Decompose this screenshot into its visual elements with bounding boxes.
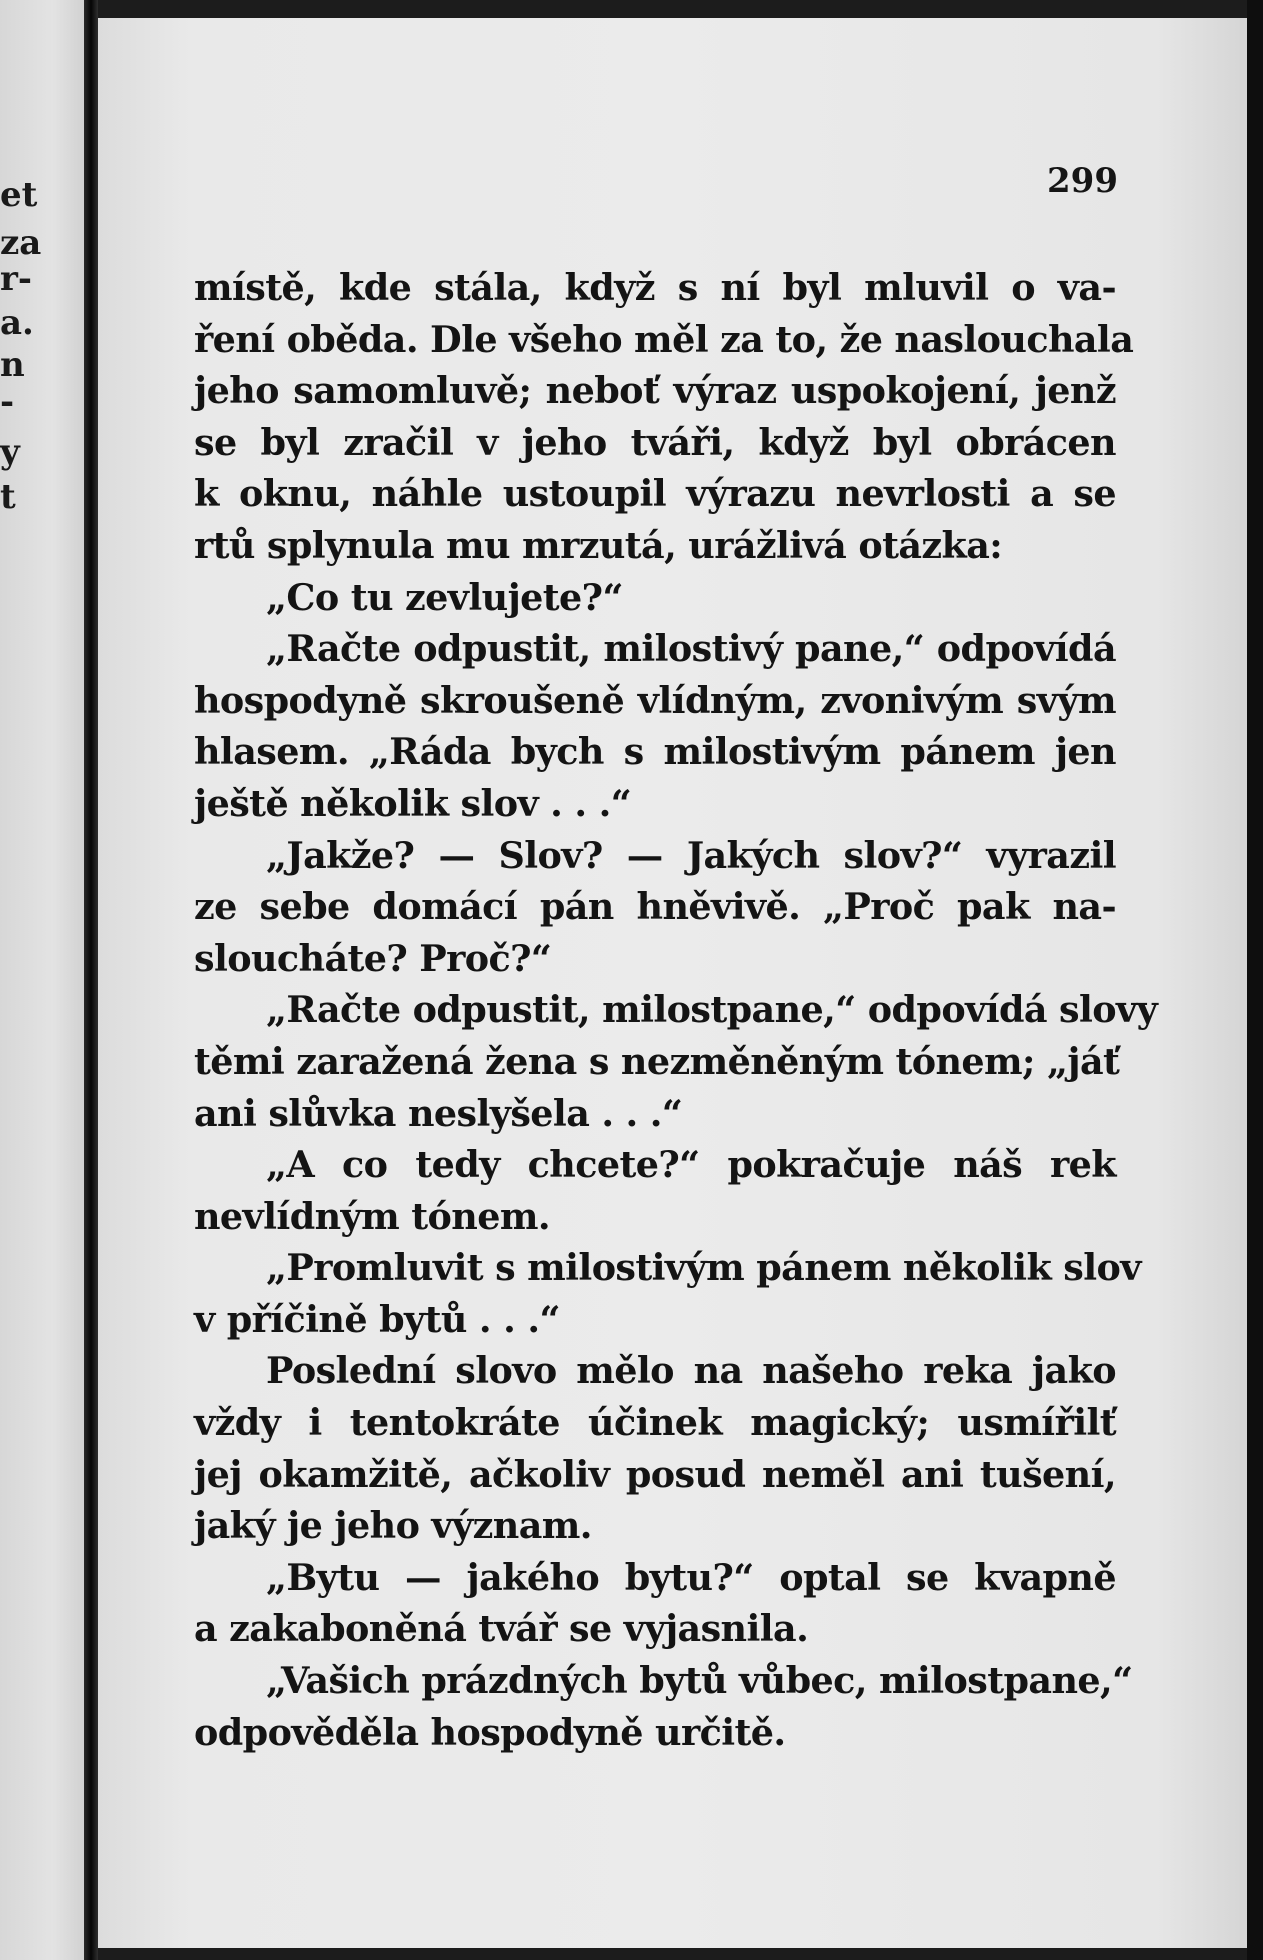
text-line: ze sebe domácí pán hněvivě. „Proč pak na- [194,885,1116,929]
text-line: jaký je jeho význam. [194,1504,592,1548]
text-line: hospodyně skroušeně vlídným, zvonivým svým [194,678,1116,722]
prev-page-fragment: n [0,345,25,385]
prev-page-fragment: t [0,477,16,517]
text-line: nevlídným tónem. [194,1194,550,1238]
text-line: „Vašich prázdných bytů vůbec, milostpane,“ [266,1659,1133,1703]
text-line: k oknu, náhle ustoupil výrazu nevrlosti a se [194,472,1116,516]
text-line: ani slůvka neslyšela . . .“ [194,1091,683,1135]
text-line: „Promluvit s milostivým pánem několik slov [266,1246,1141,1290]
scan-right-edge [1247,0,1263,1960]
text-line: „Co tu zevlujete?“ [266,575,623,619]
book-gutter [84,0,98,1960]
prev-page-fragment: r- [0,259,33,299]
text-line: odpověděla hospodyně určitě. [194,1710,786,1754]
prev-page-fragment: za [0,223,42,263]
text-line: „A co tedy chcete?“ pokračuje náš rek [266,1143,1116,1187]
text-line: Poslední slovo mělo na našeho reka jako [266,1349,1116,1393]
text-line: těmi zaražená žena s nezměněným tónem; „jáť [194,1039,1120,1083]
prev-page-fragment: - [0,382,15,422]
body-text [194,262,1158,1758]
page-number: 299 [1047,161,1118,201]
text-line: rtů splynula mu mrzutá, urážlivá otázka: [194,523,1003,567]
previous-page-edge [0,0,88,1960]
text-line: sloucháte? Proč?“ [194,936,552,980]
prev-page-fragment: a. [0,303,34,343]
text-line: a zakaboněná tvář se vyjasnila. [194,1607,809,1651]
text-line: v příčině bytů . . .“ [194,1297,560,1341]
text-line: „Bytu — jakého bytu?“ optal se kvapně [266,1555,1116,1599]
text-line: „Račte odpustit, milostpane,“ odpovídá slovy [266,988,1158,1032]
text-line: jeho samomluvě; neboť výraz uspokojení, jenž [194,369,1116,413]
book-page [98,18,1248,1948]
text-line: hlasem. „Ráda bych s milostivým pánem jen [194,730,1116,774]
text-line: „Jakže? — Slov? — Jakých slov?“ vyrazil [266,833,1116,877]
text-line: „Račte odpustit, milostivý pane,“ odpovídá [266,627,1116,671]
prev-page-fragment: et [0,175,38,215]
prev-page-fragment: y [0,432,20,472]
text-line: se byl zračil v jeho tváři, když byl obrácen [194,420,1116,464]
text-line: ření oběda. Dle všeho měl za to, že naslouchala [194,317,1134,361]
text-line: jej okamžitě, ačkoliv posud neměl ani tušení, [194,1452,1116,1496]
text-line: vždy i tentokráte účinek magický; usmířilť [194,1401,1116,1445]
text-line: místě, kde stála, když s ní byl mluvil o va- [194,266,1116,309]
text-line: ještě několik slov . . .“ [194,781,632,825]
